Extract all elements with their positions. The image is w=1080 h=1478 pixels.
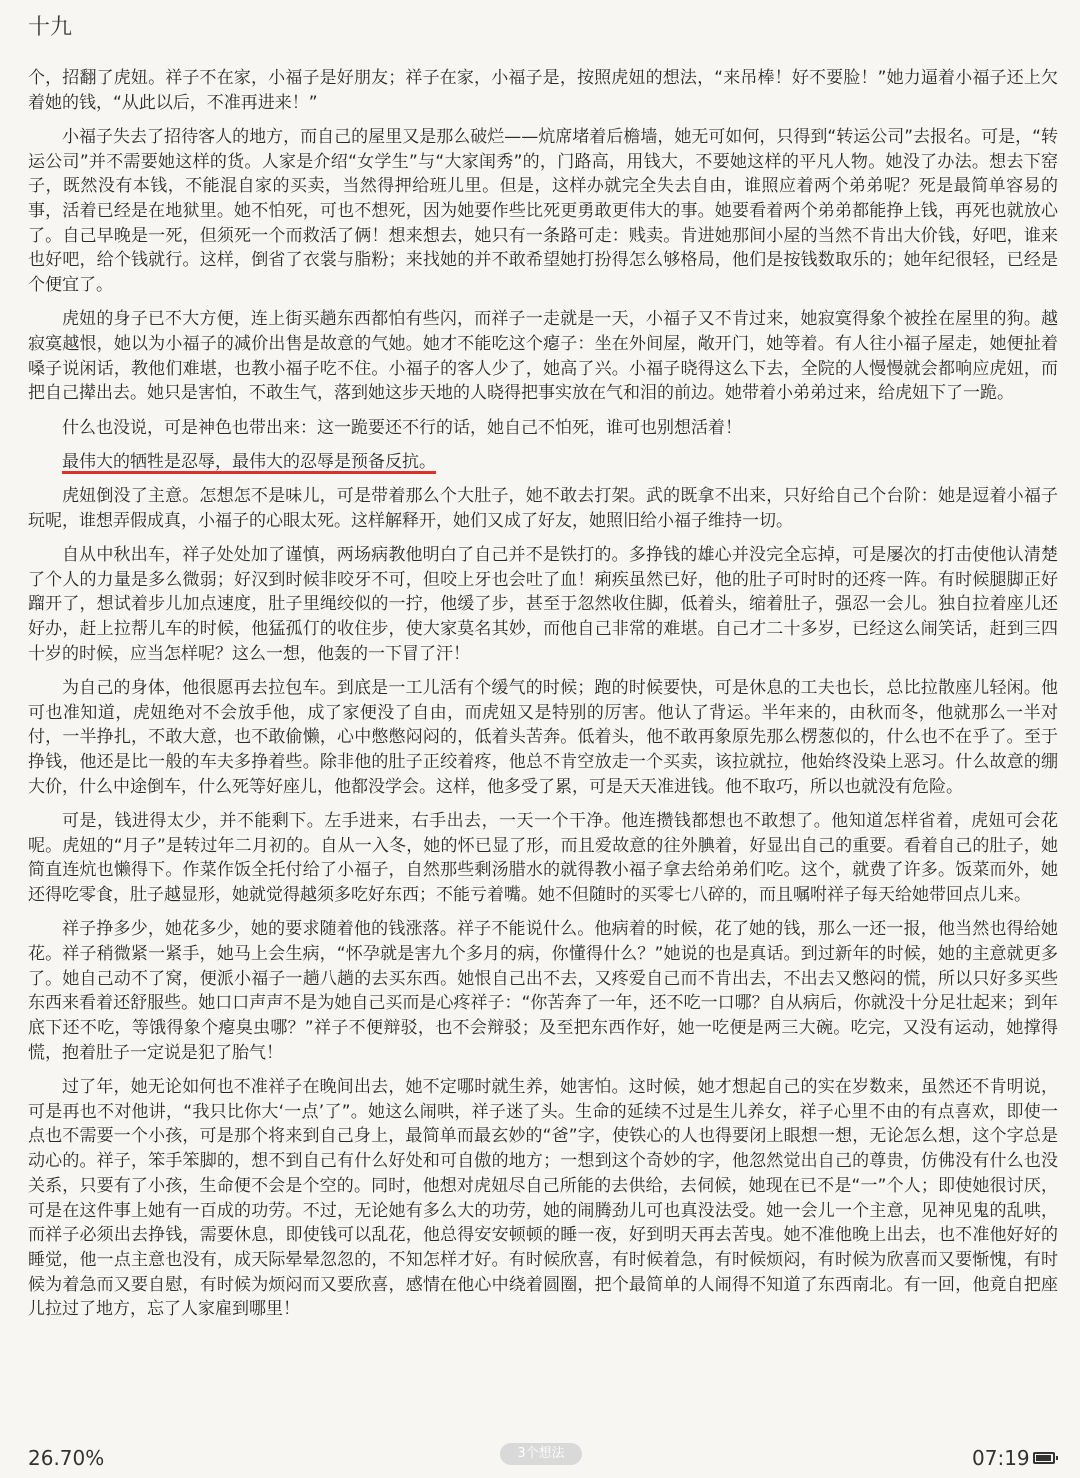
- reading-content: [28, 66, 1058, 1332]
- paragraph[interactable]: 祥子挣多少，她花多少，她的要求随着他的钱涨落。祥子不能说什么。他病着的时候，花了她的钱，那么一还一报，他当然也得给她花。祥子稍微紧一紧手，她马上会生病，“怀孕就是害九个多月的病，你懂得什么？”她说的也是真话。到过新年的时候，她的主意就更多了。她自己动不了窝，便派小福子一趟八趟的去买东西。她恨自己出不去，又疼爱自己而不肯出去，不出去又憋闷的慌，所以只好多买些东西来看着还舒服些。她口口声声不是为她自己买而是心疼祥子：“你苦奔了一年，还不吃一口哪？自从病后，你就没十分足壮起来；到年底下还不吃，等饿得象个瘪臭虫哪？”祥子不便辩驳，也不会辩驳；及至把东西作好，她一吃便是两三大碗。吃完，又没有运动，她撑得慌，抱着肚子一定说是犯了胎气！: [28, 919, 1058, 1063]
- paragraph[interactable]: 个，招翻了虎妞。祥子不在家，小福子是好朋友；祥子在家，小福子是，按照虎妞的想法，“来吊棒！好不要脸！”她力逼着小福子还上欠着她的钱，“从此以后，不准再进来！”: [28, 68, 1058, 113]
- paragraph[interactable]: 可是，钱进得太少，并不能剩下。左手进来，右手出去，一天一个干净。他连攒钱都想也不敢想了。他知道怎样省着，虎妞可会花呢。虎妞的“月子”是转过年二月初的。自从一入冬，她的怀已显了形，而且爱故意的往外腆着，好显出自己的重要。看着自己的肚子，她简直连炕也懒得下。作菜作饭全托付给了小福子，自然那些剩汤腊水的就得教小福子拿去给弟弟们吃。这个，就费了许多。饭菜而外，她还得吃零食，肚子越显形，她就觉得越须多吃好东西；不能亏着嘴。她不但随时的买零七八碎的，而且嘱咐祥子每天给她带回点儿来。: [28, 810, 1058, 906]
- highlight-underline[interactable]: 最伟大的牺牲是忍辱，最伟大的忍辱是预备反抗。: [62, 451, 436, 472]
- paragraph[interactable]: 小福子失去了招待客人的地方，而自己的屋里又是那么破烂——炕席堵着后檐墙，她无可如何，只得到“转运公司”去报名。可是，“转运公司”并不需要她这样的货。人家是介绍“女学生”与“大家闺秀”的，门路高，用钱大，不要她这样的平凡人物。她没了办法。想去下窑子，既然没有本钱，不能混自家的买卖，当然得押给班儿里。但是，这样办就完全失去自由，谁照应着两个弟弟呢？死是最简单容易的事，活着已经是在地狱里。她不怕死，可也不想死，因为她要作些比死更勇敢更伟大的事。她要看着两个弟弟都能挣上钱，再死也就放心了。自己早晚是一死，但须死一个而救活了俩！想来想去，她只有一条路可走：贱卖。肯进她那间小屋的当然不肯出大价钱，好吧，谁来也好吧，给个钱就行。这样，倒省了衣裳与脂粉；来找她的并不敢希望她打扮得怎么够格局，他们是按钱数取乐的；她年纪很轻，已经是个便宜了。: [28, 126, 1058, 296]
- chapter-title: 十九: [28, 15, 73, 40]
- ideas-button[interactable]: 3个想法: [500, 1443, 582, 1465]
- paragraph[interactable]: 虎妞倒没了主意。怎想怎不是味儿，可是带着那么个大肚子，她不敢去打架。武的既拿不出来，只好给自己个台阶：她是逗着小福子玩呢，谁想弄假成真，小福子的心眼太死。这样解释开，她们又成了好友，她照旧给小福子维持一切。: [28, 486, 1058, 531]
- paragraph-highlighted[interactable]: [28, 450, 1058, 475]
- paragraph[interactable]: 什么也没说，可是神色也带出来：这一跪要还不行的话，她自己不怕死，谁可也别想活着！: [62, 417, 742, 438]
- paragraph[interactable]: 自从中秋出车，祥子处处加了谨慎，两场病教他明白了自己并不是铁打的。多挣钱的雄心并没完全忘掉，可是屡次的打击使他认清楚了个人的力量是多么微弱；好汉到时候非咬牙不可，但咬上牙也会吐了血！痢疾虽然已好，他的肚子可时时的还疼一阵。有时候腿脚正好蹓开了，想试着步儿加点速度，肚子里绳绞似的一拧，他缓了步，甚至于忽然收住脚，低着头，缩着肚子，强忍一会儿。独自拉着座儿还好办，赶上拉帮儿车的时候，他猛孤仃的收住步，使大家莫名其妙，而他自己非常的难堪。自己才二十多岁，已经这么闹笑话，赶到三四十岁的时候，应当怎样呢？这么一想，他轰的一下冒了汗！: [28, 544, 1058, 664]
- clock: 07:19: [972, 1446, 1030, 1470]
- battery-icon: [1033, 1452, 1055, 1464]
- paragraph[interactable]: 过了年，她无论如何也不准祥子在晚间出去，她不定哪时就生养，她害怕。这时候，她才想起自己的实在岁数来，虽然还不肯明说，可是再也不对他讲，“我只比你大‘一点’了”。她这么闹哄，祥子迷了头。生命的延续不过是生儿养女，祥子心里不由的有点喜欢，即使一点也不需要一个小孩，可是那个将来到自己身上，最简单而最玄妙的“爸”字，使铁心的人也得要闭上眼想一想，无论怎么想，这个字总是动心的。祥子，笨手笨脚的，想不到自己有什么好处和可自傲的地方；一想到这个奇妙的字，他忽然觉出自己的尊贵，仿佛没有什么也没关系，只要有了小孩，生命便不会是个空的。同时，他想对虎妞尽自己所能的去供给，去伺候，她现在已不是“一”个人；即使她很讨厌，可是在这件事上她有一百成的功劳。不过，无论她有多么大的功劳，她的闹腾劲儿可也真没法受。她一会儿一个主意，见神见鬼的乱哄，而祥子必须出去挣钱，需要休息，即使钱可以乱花，他总得安安顿顿的睡一夜，好到明天再去苦曳。她不准他晚上出去，也不准他好好的睡觉，他一点主意也没有，成天际晕晕忽忽的，不知怎样才好。有时候欣喜，有时候着急，有时候烦闷，有时候为欣喜而又要惭愧，有时候为着急而又要自慰，有时候为烦闷而又要欣喜，感情在他心中绕着圆圈，把个最简单的人闹得不知道了东西南北。有一回，他竟自把座儿拉过了地方，忘了人家雇到哪里！: [28, 1077, 1058, 1320]
- paragraph[interactable]: 为自己的身体，他很愿再去拉包车。到底是一工儿活有个缓气的时候；跑的时候要快，可是休息的工夫也长，总比拉散座儿轻闲。他可也准知道，虎妞绝对不会放手他，成了家便没了自由，而虎妞又是特别的厉害。他认了背运。半年来的，由秋而冬，他就那么一半对付，一半挣扎，不敢大意，也不敢偷懒，心中憋憋闷闷的，低着头苦奔。低着头，他不敢再象原先那么楞葱似的，什么也不在乎了。至于挣钱，他还是比一般的车夫多挣着些。除非他的肚子正绞着疼，他总不肯空放走一个买卖，该拉就拉，他始终没染上恶习。什么故意的绷大价，什么中途倒车，什么死等好座儿，他都没学会。这样，他多受了累，可是天天准进钱。他不取巧，所以也就没有危险。: [28, 677, 1058, 797]
- paragraph[interactable]: 虎妞的身子已不大方便，连上街买趟东西都怕有些闪，而祥子一走就是一天，小福子又不肯过来，她寂寞得象个被拴在屋里的狗。越寂寞越恨，她以为小福子的减价出售是故意的气她。她才不能吃这个瘪子：坐在外间屋，敞开门，她等着。有人往小福子屋走，她便扯着嗓子说闲话，教他们难堪，也教小福子吃不住。小福子的客人少了，她高了兴。小福子晓得这么下去，全院的人慢慢就会都响应虎妞，而把自己撵出去。她只是害怕，不敢生气，落到她这步天地的人晓得把事实放在气和泪的前边。她带着小弟弟过来，给虎妞下了一跪。: [28, 309, 1058, 404]
- reading-progress: 26.70%: [28, 1446, 105, 1470]
